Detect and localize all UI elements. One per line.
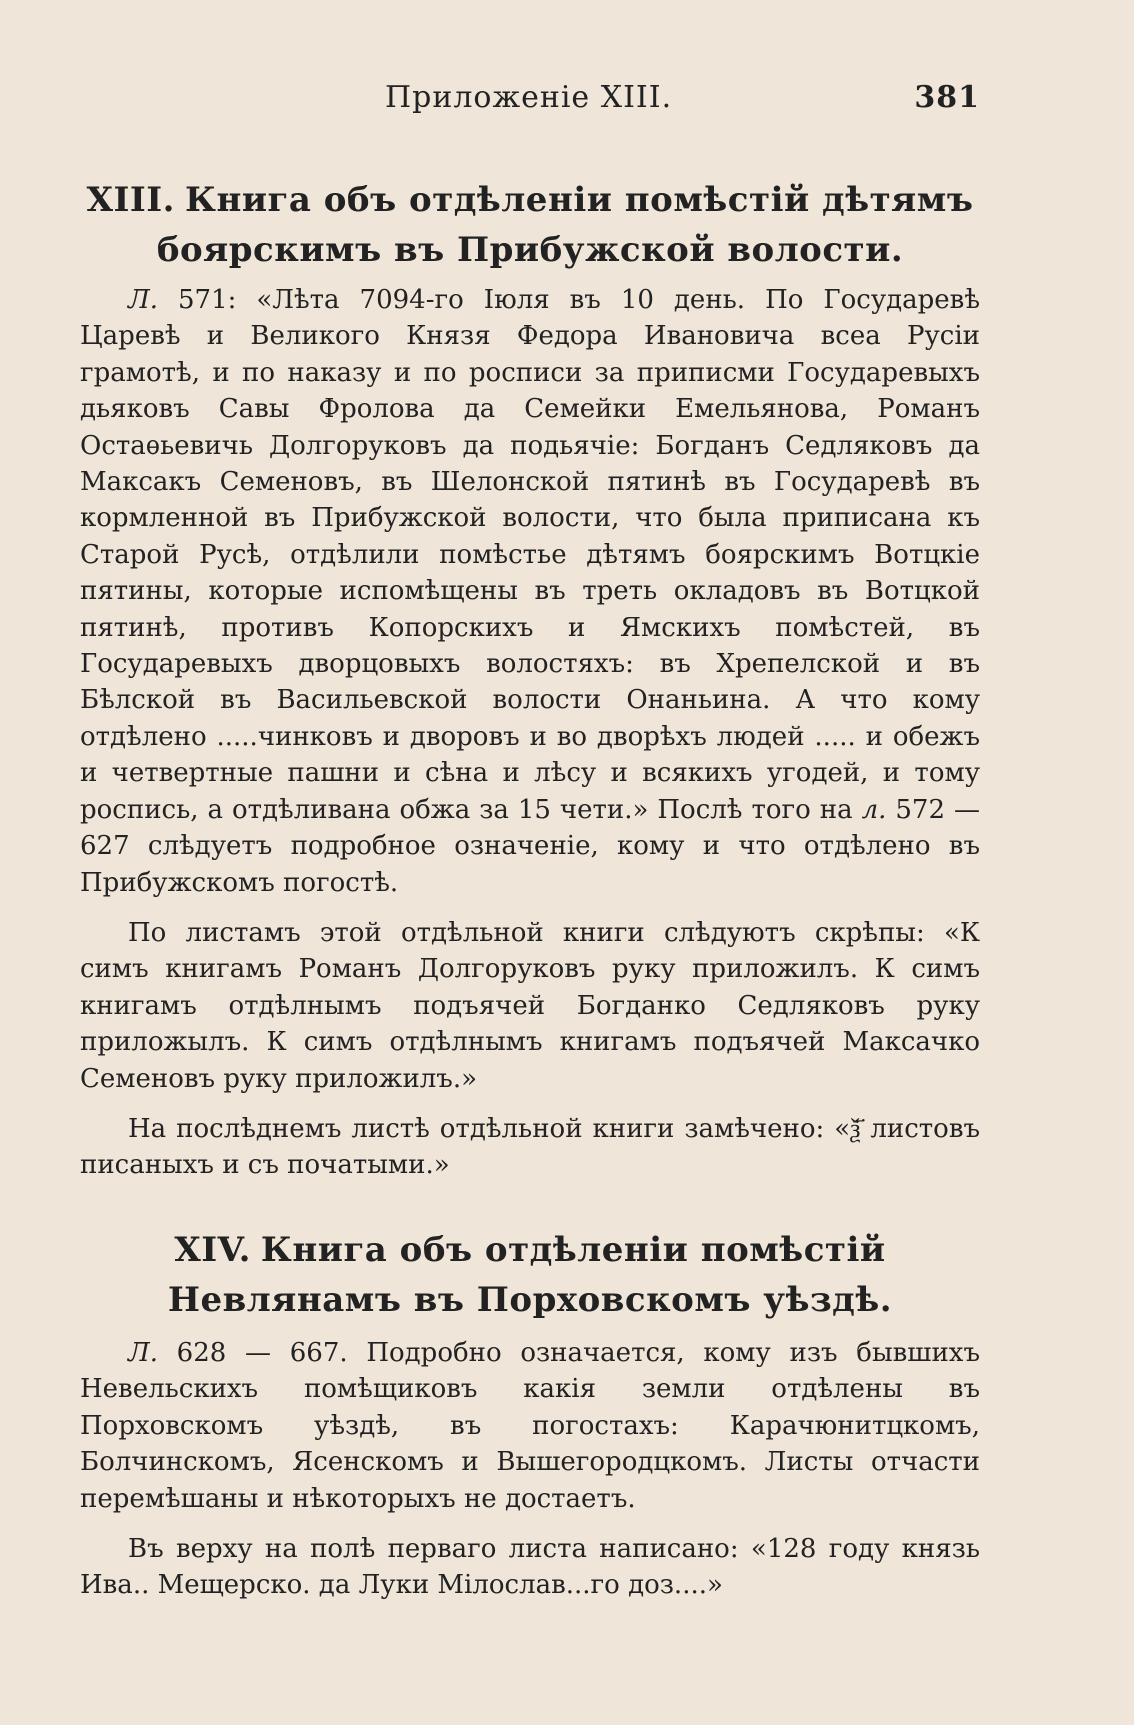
- page-number: 381: [914, 80, 980, 115]
- leaf-reference: Л.: [128, 1338, 158, 1368]
- paragraph: [80, 1335, 980, 1517]
- paragraph: [80, 282, 980, 901]
- section-title: Книга объ отдѣленіи помѣстій дѣтямъ боярскимъ въ Прибужской волости.: [156, 180, 974, 270]
- section-heading-xiii: [80, 175, 980, 275]
- section-number: XIII.: [86, 180, 176, 220]
- running-title: Приложеніе XIII.: [385, 80, 673, 115]
- section-heading-xiv: [80, 1225, 980, 1325]
- section-number: XIV.: [174, 1230, 251, 1270]
- section-body-xiv: [80, 1335, 980, 1618]
- paragraph: На послѣднемъ листѣ отдѣльной книги замѣчено: «ѯ҃ листовъ писаныхъ и съ початыми.»: [80, 1113, 980, 1181]
- section-title: Книга объ отдѣленіи помѣстій Невлянамъ въ Порховскомъ уѣздѣ.: [167, 1230, 893, 1320]
- paragraph: Въ верху на полѣ перваго листа написано: «128 году князь Ива.. Мещерско. да Луки Мілослав...го доз....»: [80, 1534, 980, 1601]
- paragraph-text: 572 — 627 слѣдуетъ подробное означеніе, кому и что отдѣлено въ Прибужскомъ погостѣ.: [80, 794, 981, 898]
- paragraph: По листамъ этой отдѣльной книги слѣдуютъ скрѣпы: «К симъ книгамъ Романъ Долгоруковъ руку приложилъ. К симъ книгамъ отдѣлнымъ подъячей Богданко Седляковъ руку приложылъ. К симъ отдѣлнымъ книгамъ подъячей Максачко Семеновъ руку приложилъ.»: [80, 917, 980, 1094]
- leaf-reference: Л.: [128, 285, 158, 315]
- section-body-xiii: [80, 282, 980, 1198]
- paragraph-text: 628 — 667. Подробно означается, кому изъ бывшихъ Невельскихъ помѣщиковъ какія земли отдѣлены въ Порховскомъ уѣздѣ, въ погостахъ: Карачюнитцкомъ, Болчинскомъ, Ясенскомъ и Вышегородцкомъ. Листы отчасти перемѣшаны и нѣкоторыхъ не достаетъ.: [80, 1338, 980, 1514]
- paragraph-text: 571: «Лѣта 7094-го Іюля въ 10 день. По Государевѣ Царевѣ и Великого Князя Федора Ивановича всеа Русіи грамотѣ, и по наказу и по росписи за приписми Государевыхъ дьяковъ Савы Фролова да Семейки Емельянова, Романъ Остаѳьевичь Долгоруковъ да подьячіе: Богданъ Седляковъ да Максакъ Семеновъ, въ Шелонской пятинѣ въ Государевѣ въ кормленной въ Прибужской волости, что была приписана къ Старой Русѣ, отдѣлили помѣстье дѣтямъ боярскимъ Вотцкіе пятины, которые испомѣщены въ треть окладовъ въ Вотцкой пятинѣ, противъ Копорскихъ и Ямскихъ помѣстей, въ Государевыхъ дворцовыхъ волостяхъ: въ Хрепелской и въ Бѣлской въ Васильевской волости Онаньина. А что кому отдѣлено .....чинковъ и дворовъ и во дворѣхъ людей ..... и обежъ и четвертные пашни и сѣна и лѣсу и всякихъ угодей, и тому роспись, а отдѣливана обжа за 15 чети.» Послѣ того на: [80, 285, 980, 825]
- leaf-reference: л.: [861, 794, 887, 825]
